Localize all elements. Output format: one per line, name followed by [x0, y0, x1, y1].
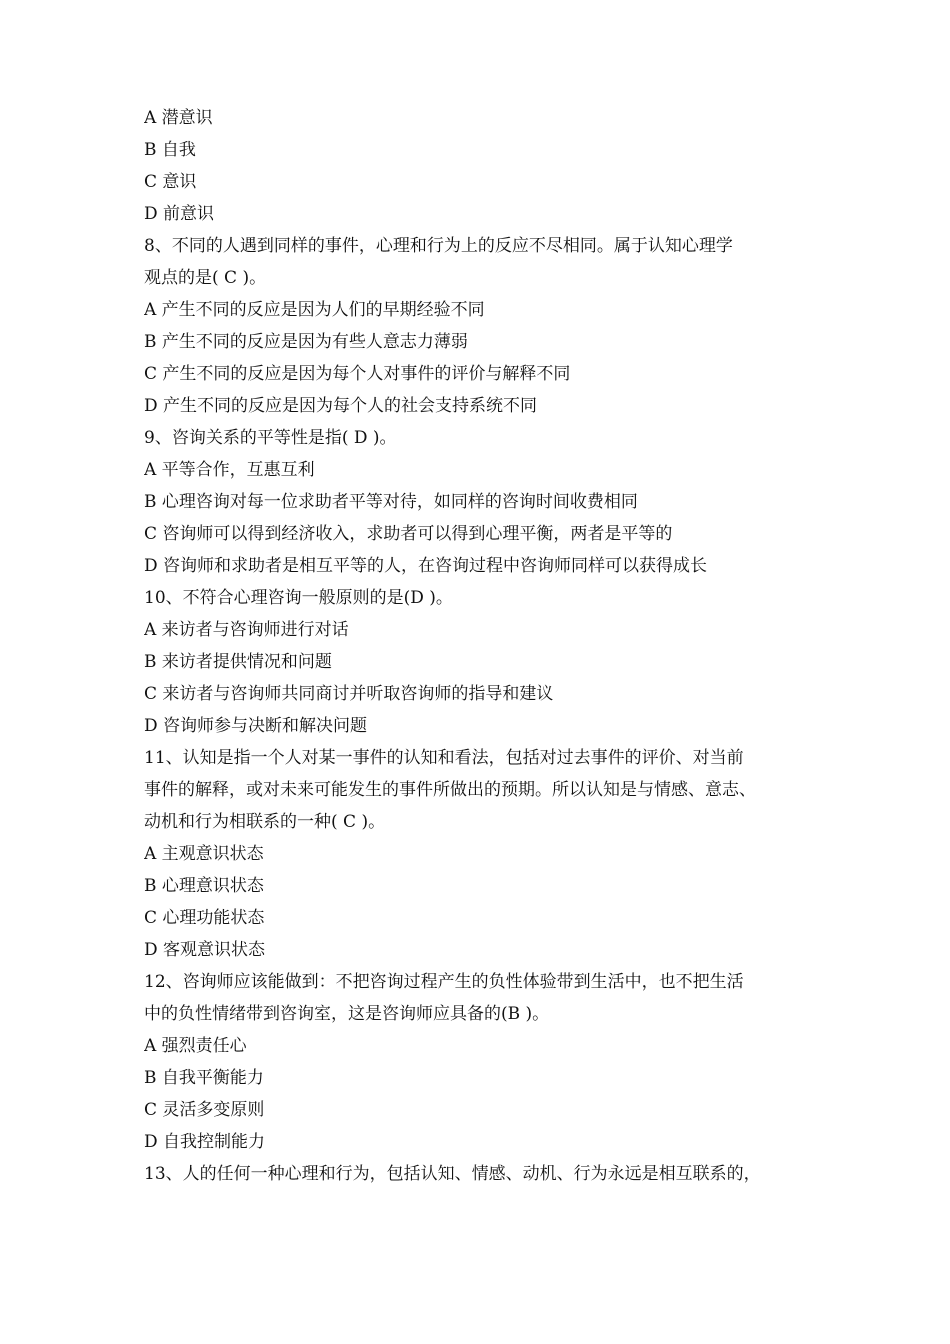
option-line: D 产生不同的反应是因为每个人的社会支持系统不同 — [144, 396, 538, 416]
option-line: B 自我平衡能力 — [144, 1068, 264, 1088]
option-line: A 来访者与咨询师进行对话 — [144, 620, 349, 640]
question-line: 10、不符合心理咨询一般原则的是(D )。 — [144, 588, 453, 608]
option-line: A 强烈责任心 — [144, 1036, 247, 1056]
question-line: 中的负性情绪带到咨询室，这是咨询师应具备的(B )。 — [144, 1004, 550, 1024]
option-line: A 主观意识状态 — [144, 844, 264, 864]
option-line: B 心理意识状态 — [144, 876, 264, 896]
question-line: 观点的是( C )。 — [144, 268, 267, 288]
option-line: C 咨询师可以得到经济收入，求助者可以得到心理平衡，两者是平等的 — [144, 524, 673, 544]
option-line: B 来访者提供情况和问题 — [144, 652, 332, 672]
option-line: D 咨询师和求助者是相互平等的人，在咨询过程中咨询师同样可以获得成长 — [144, 556, 708, 576]
option-line: C 灵活多变原则 — [144, 1100, 265, 1120]
option-line: D 前意识 — [144, 204, 215, 224]
option-line: C 意识 — [144, 172, 197, 192]
document-body — [144, 102, 814, 1190]
question-line: 8、不同的人遇到同样的事件，心理和行为上的反应不尽相同。属于认知心理学 — [144, 236, 733, 256]
question-line: 事件的解释，或对未来可能发生的事件所做出的预期。所以认知是与情感、意志、 — [144, 780, 756, 800]
option-line: D 客观意识状态 — [144, 940, 266, 960]
option-line: D 咨询师参与决断和解决问题 — [144, 716, 368, 736]
option-line: A 平等合作，互惠互利 — [144, 460, 315, 480]
option-line: D 自我控制能力 — [144, 1132, 266, 1152]
option-line: A 潜意识 — [144, 108, 213, 128]
question-line: 12、咨询师应该能做到：不把咨询过程产生的负性体验带到生活中，也不把生活 — [144, 972, 744, 992]
option-line: B 心理咨询对每一位求助者平等对待，如同样的咨询时间收费相同 — [144, 492, 638, 512]
question-line: 13、人的任何一种心理和行为，包括认知、情感、动机、行为永远是相互联系的， — [144, 1164, 761, 1184]
option-line: C 产生不同的反应是因为每个人对事件的评价与解释不同 — [144, 364, 571, 384]
option-line: C 来访者与咨询师共同商讨并听取咨询师的指导和建议 — [144, 684, 554, 704]
question-line: 动机和行为相联系的一种( C )。 — [144, 812, 386, 832]
option-line: B 自我 — [144, 140, 196, 160]
option-line: B 产生不同的反应是因为有些人意志力薄弱 — [144, 332, 468, 352]
option-line: C 心理功能状态 — [144, 908, 265, 928]
question-line: 11、认知是指一个人对某一事件的认知和看法，包括对过去事件的评价、对当前 — [144, 748, 744, 768]
question-line: 9、咨询关系的平等性是指( D )。 — [144, 428, 397, 448]
option-line: A 产生不同的反应是因为人们的早期经验不同 — [144, 300, 485, 320]
